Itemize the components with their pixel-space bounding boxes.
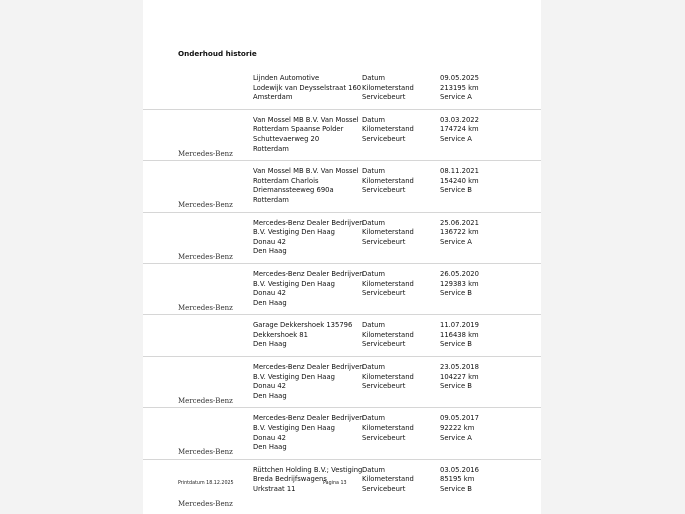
address-line: Rüttchen Holding B.V.; Vestiging [253, 465, 363, 474]
mercedes-benz-logo-text: Mercedes-Benz [178, 201, 233, 210]
service-value: Service A [440, 237, 472, 246]
field-labels [362, 74, 440, 103]
date-value: 11.07.2019 [440, 321, 479, 330]
service-label: Servicebeurt [362, 186, 406, 195]
service-record [143, 217, 541, 264]
field-values [440, 466, 520, 495]
mercedes-benz-logo-text: Mercedes-Benz [178, 448, 233, 457]
dealer-address [253, 116, 362, 154]
address-line: Den Haag [253, 298, 287, 307]
service-value: Service A [440, 134, 472, 143]
brand-column [143, 363, 253, 406]
mercedes-benz-logo-text: Mercedes-Benz [178, 149, 233, 158]
dealer-address [253, 270, 362, 308]
address-line: Den Haag [253, 443, 287, 452]
address-line: B.V. Vestiging Den Haag [253, 424, 335, 433]
field-values [440, 414, 520, 452]
field-labels [362, 219, 440, 257]
address-line: Rotterdam [253, 195, 289, 204]
brand-column [143, 219, 253, 261]
date-value: 03.05.2016 [440, 465, 479, 474]
service-record [143, 268, 541, 315]
date-label: Datum [362, 321, 385, 330]
field-values [440, 167, 520, 205]
service-value: Service B [440, 485, 472, 493]
mileage-value: 116438 km [440, 330, 479, 339]
date-label: Datum [362, 465, 385, 474]
dealer-address [253, 321, 362, 350]
date-label: Datum [362, 218, 385, 227]
mileage-value: 104227 km [440, 372, 479, 381]
field-labels [362, 116, 440, 154]
field-values [440, 321, 520, 350]
dealer-address [253, 74, 362, 103]
address-line: Van Mossel MB B.V. Van Mossel [253, 167, 359, 176]
dealer-address [253, 167, 362, 205]
address-line: Donau 42 [253, 433, 286, 442]
dealer-address [253, 363, 362, 401]
date-label: Datum [362, 414, 385, 423]
brand-column [143, 167, 253, 210]
address-line: Urkstraat 11 [253, 485, 296, 493]
dealer-address [253, 414, 362, 452]
mercedes-benz-logo-text: Mercedes-Benz [178, 303, 233, 312]
mileage-value: 92222 km [440, 424, 475, 433]
service-value: Service B [440, 186, 472, 195]
field-values [440, 116, 520, 154]
address-line: Driemanssteeweg 690a [253, 186, 334, 195]
service-label: Servicebeurt [362, 93, 406, 102]
field-labels [362, 414, 440, 452]
address-line: Rotterdam [253, 144, 289, 153]
dealer-address [253, 219, 362, 257]
service-label: Servicebeurt [362, 433, 406, 442]
field-labels [362, 167, 440, 205]
mileage-value: 129383 km [440, 279, 479, 288]
mileage-label: Kilometerstand [362, 475, 414, 484]
date-value: 26.05.2020 [440, 269, 479, 278]
mileage-value: 85195 km [440, 475, 475, 484]
address-line: Den Haag [253, 391, 287, 400]
address-line: Den Haag [253, 247, 287, 256]
mileage-label: Kilometerstand [362, 83, 414, 92]
date-label: Datum [362, 363, 385, 372]
service-label: Servicebeurt [362, 134, 406, 143]
address-line: Lodewijk van Deysselstraat 160 [253, 83, 362, 92]
address-line: Mercedes-Benz Dealer Bedrijven [253, 218, 364, 227]
address-line: Mercedes-Benz Dealer Bedrijven [253, 414, 364, 423]
field-values [440, 270, 520, 308]
date-value: 08.11.2021 [440, 167, 479, 176]
address-line: Mercedes-Benz Dealer Bedrijven [253, 269, 364, 278]
mileage-label: Kilometerstand [362, 279, 414, 288]
date-value: 09.05.2025 [440, 74, 479, 82]
mileage-label: Kilometerstand [362, 330, 414, 339]
service-value: Service A [440, 93, 472, 102]
mileage-value: 174724 km [440, 125, 479, 134]
service-record [143, 412, 541, 459]
address-line: B.V. Vestiging Den Haag [253, 228, 335, 237]
page-number: Pagina 13 [323, 481, 347, 486]
mercedes-benz-logo-text: Mercedes-Benz [178, 499, 233, 508]
brand-column [143, 74, 253, 103]
date-label: Datum [362, 269, 385, 278]
mileage-label: Kilometerstand [362, 372, 414, 381]
date-value: 03.03.2022 [440, 115, 479, 124]
mileage-value: 154240 km [440, 176, 479, 185]
field-labels [362, 363, 440, 401]
address-line: Donau 42 [253, 289, 286, 298]
mercedes-benz-logo-text: Mercedes-Benz [178, 252, 233, 261]
field-labels [362, 321, 440, 350]
field-values [440, 219, 520, 257]
field-labels [362, 270, 440, 308]
address-line: Van Mossel MB B.V. Van Mossel [253, 115, 359, 124]
address-line: Schuttevaerweg 20 [253, 134, 320, 143]
date-value: 25.06.2021 [440, 218, 479, 227]
service-label: Servicebeurt [362, 382, 406, 391]
page-title: Onderhoud historie [178, 49, 257, 58]
date-value: 23.05.2018 [440, 363, 479, 372]
service-record [143, 361, 541, 408]
brand-column [143, 270, 253, 312]
service-value: Service B [440, 382, 472, 391]
service-value: Service A [440, 433, 472, 442]
address-line: Mercedes-Benz Dealer Bedrijven [253, 363, 364, 372]
service-label: Servicebeurt [362, 289, 406, 298]
address-line: Lijnden Automotive [253, 74, 320, 82]
date-label: Datum [362, 167, 385, 176]
maintenance-history-list [143, 72, 541, 508]
address-line: Den Haag [253, 340, 287, 349]
address-line: Dekkershoek 81 [253, 330, 308, 339]
service-label: Servicebeurt [362, 485, 406, 493]
mileage-value: 213195 km [440, 83, 479, 92]
service-label: Servicebeurt [362, 340, 406, 349]
field-labels [362, 466, 440, 495]
document-page [143, 0, 541, 514]
address-line: Garage Dekkershoek 135796 [253, 321, 353, 330]
address-line: B.V. Vestiging Den Haag [253, 372, 335, 381]
address-line: Rotterdam Spaanse Polder [253, 125, 344, 134]
service-record [143, 72, 541, 110]
service-record [143, 319, 541, 357]
address-line: Amsterdam [253, 93, 293, 102]
date-label: Datum [362, 74, 385, 82]
address-line: Donau 42 [253, 382, 286, 391]
service-value: Service B [440, 340, 472, 349]
service-record [143, 114, 541, 161]
address-line: Donau 42 [253, 237, 286, 246]
print-date: Printdatum 18.12.2025 [178, 481, 234, 486]
brand-column [143, 414, 253, 457]
brand-column [143, 116, 253, 158]
address-line: Rotterdam Charlois [253, 176, 319, 185]
address-line: Breda Bedrijfswagens [253, 475, 327, 484]
service-value: Service B [440, 289, 472, 298]
brand-column [143, 321, 253, 350]
mileage-label: Kilometerstand [362, 125, 414, 134]
field-values [440, 74, 520, 103]
service-record [143, 165, 541, 212]
mercedes-benz-logo-text: Mercedes-Benz [178, 397, 233, 406]
field-values [440, 363, 520, 401]
date-value: 09.05.2017 [440, 414, 479, 423]
service-label: Servicebeurt [362, 237, 406, 246]
mileage-label: Kilometerstand [362, 176, 414, 185]
mileage-label: Kilometerstand [362, 424, 414, 433]
mileage-label: Kilometerstand [362, 228, 414, 237]
address-line: B.V. Vestiging Den Haag [253, 279, 335, 288]
mileage-value: 136722 km [440, 228, 479, 237]
date-label: Datum [362, 115, 385, 124]
